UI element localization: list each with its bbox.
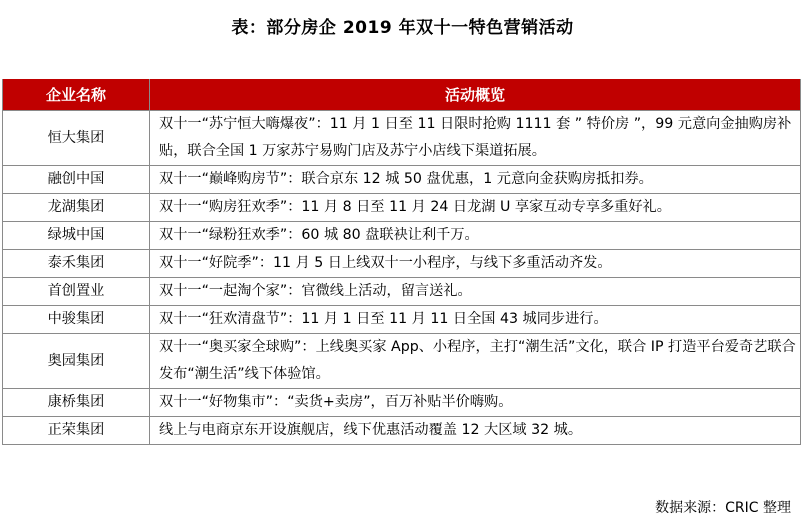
company-cell: 中骏集团	[3, 306, 150, 334]
company-cell: 泰禾集团	[3, 250, 150, 278]
company-cell: 恒大集团	[3, 111, 150, 166]
marketing-activities-table	[2, 79, 801, 445]
table-row	[3, 417, 801, 445]
activity-cell: 双十一“奥买家全球购”：上线奥买家 App、小程序，主打“潮生活”文化，联合 IP 打造平台爱奇艺联合发布“潮生活”线下体验馆。	[150, 334, 801, 389]
table-row	[3, 389, 801, 417]
activity-cell: 双十一“好物集市”：“卖货+卖房”，百万补贴半价嗨购。	[150, 389, 801, 417]
table-row	[3, 278, 801, 306]
activity-cell: 双十一“购房狂欢季”：11 月 8 日至 11 月 24 日龙湖 U 享家互动专享多重好礼。	[150, 194, 801, 222]
activity-cell: 双十一“苏宁恒大嗨爆夜”：11 月 1 日至 11 日限时抢购 1111 套 ” 特价房 ”，99 元意向金抽购房补贴，联合全国 1 万家苏宁易购门店及苏宁小店线下渠道拓展。	[150, 111, 801, 166]
table-row	[3, 250, 801, 278]
table-row	[3, 306, 801, 334]
header-activity: 活动概览	[150, 79, 801, 111]
table-row	[3, 111, 801, 166]
table-row	[3, 194, 801, 222]
header-row	[3, 79, 801, 111]
activity-cell: 双十一“狂欢清盘节”：11 月 1 日至 11 月 11 日全国 43 城同步进行。	[150, 306, 801, 334]
company-cell: 龙湖集团	[3, 194, 150, 222]
activity-cell: 线上与电商京东开设旗舰店，线下优惠活动覆盖 12 大区域 32 城。	[150, 417, 801, 445]
table-row	[3, 334, 801, 389]
company-cell: 首创置业	[3, 278, 150, 306]
header-company: 企业名称	[3, 79, 150, 111]
company-cell: 绿城中国	[3, 222, 150, 250]
table-row	[3, 222, 801, 250]
activity-cell: 双十一“绿粉狂欢季”：60 城 80 盘联袂让利千万。	[150, 222, 801, 250]
company-cell: 正荣集团	[3, 417, 150, 445]
activity-cell: 双十一“一起淘个家”：官微线上活动，留言送礼。	[150, 278, 801, 306]
company-cell: 康桥集团	[3, 389, 150, 417]
activity-cell: 双十一“巅峰购房节”：联合京东 12 城 50 盘优惠，1 元意向金获购房抵扣券。	[150, 166, 801, 194]
table-body	[3, 111, 801, 445]
company-cell: 奥园集团	[3, 334, 150, 389]
table-row	[3, 166, 801, 194]
table-header	[3, 79, 801, 111]
table-title: 表：部分房企 2019 年双十一特色营销活动	[231, 18, 574, 38]
company-cell: 融创中国	[3, 166, 150, 194]
data-source-note: 数据来源：CRIC 整理	[655, 500, 791, 516]
activity-cell: 双十一“好院季”：11 月 5 日上线双十一小程序，与线下多重活动齐发。	[150, 250, 801, 278]
